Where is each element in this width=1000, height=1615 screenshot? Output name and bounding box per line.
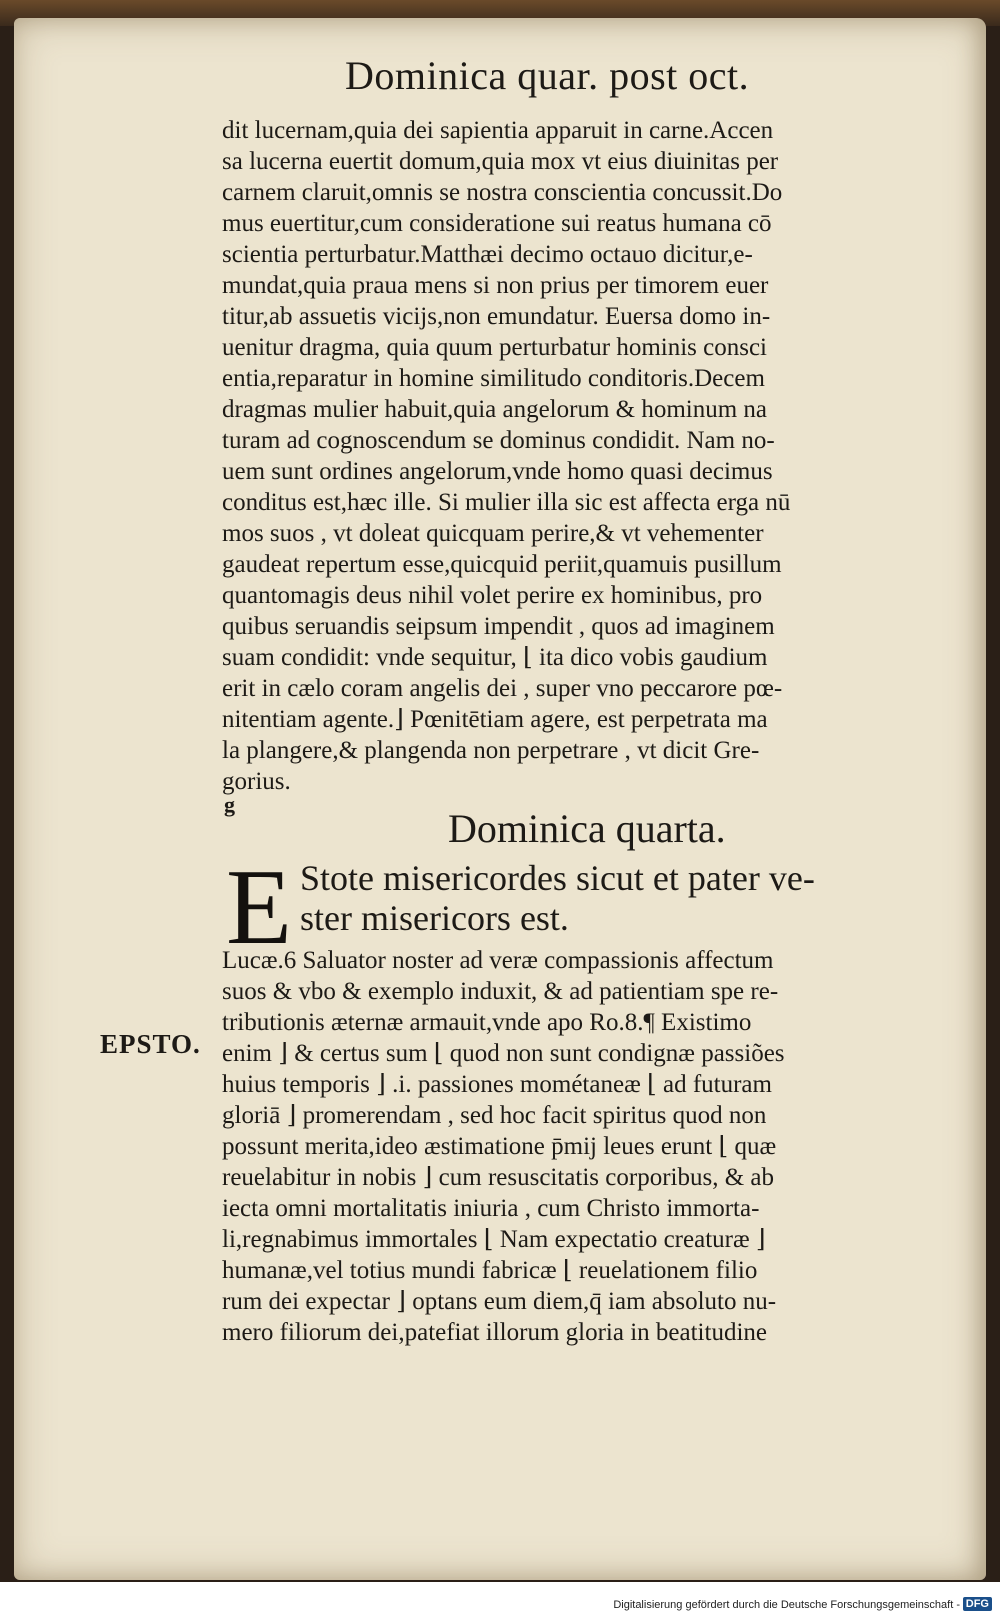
text-line: quantomagis deus nihil volet perire ex hominibus, pro — [222, 582, 763, 609]
text-line: enim ⌋ & certus sum ⌊ quod non sunt condignæ passiões — [222, 1040, 785, 1067]
text-line: carnem claruit,omnis se nostra conscientia concussit.Do — [222, 179, 783, 206]
text-line: titur,ab assuetis vicijs,non emundatur. Euersa domo in- — [222, 303, 771, 330]
text-line: Lucæ.6 Saluator noster ad veræ compassionis affectum — [222, 947, 774, 974]
text-line: uem sunt ordines angelorum,vnde homo quasi decimus — [222, 458, 773, 485]
text-line: gloriā ⌋ promerendam , sed hoc facit spiritus quod non — [222, 1102, 767, 1129]
opening-line-1: Stote misericordes sicut et pater ve- — [300, 858, 815, 898]
text-line: entia,reparatur in homine similitudo conditoris.Decem — [222, 365, 765, 392]
opening-line-2: ster misericors est. — [300, 898, 569, 938]
text-line: sa lucerna euertit domum,quia mox vt eius diuinitas per — [222, 148, 779, 175]
text-line: huius temporis ⌋ .i. passiones mométaneæ ⌊ ad futuram — [222, 1071, 772, 1098]
text-line: nitentiam agente.⌋ Pœnitētiam agere, est perpetrata ma — [222, 706, 768, 733]
text-line: gorius. — [222, 768, 291, 795]
text-line: turam ad cognoscendum se dominus condidit. Nam no- — [222, 427, 775, 454]
text-line: rum dei expectar ⌋ optans eum diem,q̄ iam absoluto nu- — [222, 1288, 777, 1315]
text-line: possunt merita,ideo æstimatione p̄mij leues erunt ⌊ quæ — [222, 1133, 777, 1160]
text-line: humanæ,vel totius mundi fabricæ ⌊ reuelationem filio — [222, 1257, 758, 1284]
text-line: li,regnabimus immortales ⌊ Nam expectatio creaturæ ⌋ — [222, 1226, 766, 1253]
text-line: gaudeat repertum esse,quicquid periit,quamuis pusillum — [222, 551, 782, 578]
footer-credit: Digitalisierung gefördert durch die Deutsche Forschungsgemeinschaft - — [613, 1599, 960, 1611]
text-line: la plangere,& plangenda non perpetrare , vt dicit Gre- — [222, 737, 760, 764]
text-line: reuelabitur in nobis ⌋ cum resuscitatis corporibus, & ab — [222, 1164, 774, 1191]
text-line: dragmas mulier habuit,quia angelorum & hominum na — [222, 396, 768, 423]
text-line: mus euertitur,cum consideratione sui reatus humana cō — [222, 210, 772, 237]
initial-letter: E — [226, 848, 292, 967]
dfg-badge: DFG — [963, 1597, 992, 1611]
text-line: suos & vbo & exemplo induxit, & ad patientiam spe re- — [222, 978, 779, 1005]
text-line: mero filiorum dei,patefiat illorum gloria in beatitudine — [222, 1319, 767, 1346]
text-line: scientia perturbatur.Matthæi decimo octauo dicitur,e- — [222, 241, 753, 268]
text-line: dit lucernam,quia dei sapientia apparuit in carne.Accen — [222, 117, 774, 144]
text-line: mos suos , vt doleat quicquam perire,& vt vehementer — [222, 520, 764, 547]
signature-mark: g — [224, 792, 235, 817]
text-line: quibus seruandis seipsum impendit , quos ad imaginem — [222, 613, 775, 640]
section-title: Dominica quarta. — [448, 806, 726, 851]
text-line: mundat,quia praua mens si non prius per timorem euer — [222, 272, 769, 299]
text-line: erit in cælo coram angelis dei , super vno peccarore pœ- — [222, 675, 783, 702]
text-line: conditus est,hæc ille. Si mulier illa sic est affecta erga nū — [222, 489, 791, 516]
text-line: suam condidit: vnde sequitur, ⌊ ita dico vobis gaudium — [222, 644, 768, 671]
text-line: iecta omni mortalitatis iniuria , cum Christo immorta- — [222, 1195, 760, 1222]
running-head: Dominica quar. post oct. — [345, 53, 750, 98]
margin-note: EPSTO. — [100, 1029, 201, 1059]
text-line: uenitur dragma, quia quum perturbatur hominis consci — [222, 334, 768, 361]
text-line: tributionis æternæ armauit,vnde apo Ro.8.¶ Existimo — [222, 1009, 752, 1036]
